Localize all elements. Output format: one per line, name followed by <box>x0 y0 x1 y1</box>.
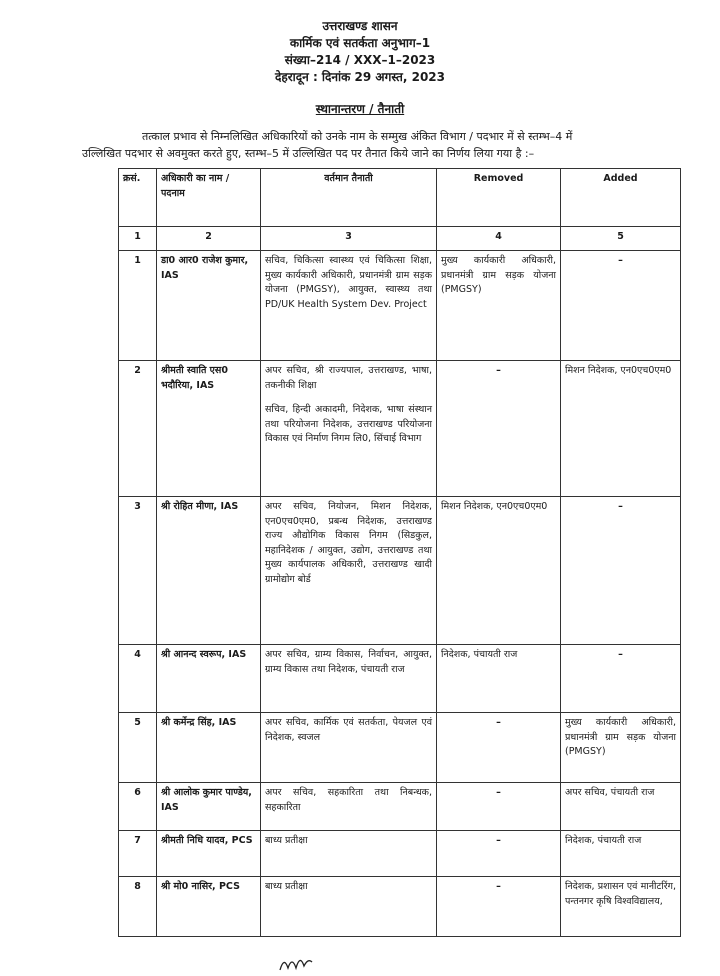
row-sno: 5 <box>119 713 157 783</box>
row-current-posting: अपर सचिव, ग्राम्य विकास, निर्वाचन, आयुक्त, ग्राम्य विकास तथा निदेशक, पंचायती राज <box>261 645 437 713</box>
table-row <box>119 251 681 361</box>
header-name: अधिकारी का नाम / पदनाम <box>157 169 261 227</box>
colnum-4: 4 <box>437 227 561 251</box>
government-name: उत्तराखण्ड शासन <box>322 19 398 33</box>
row-sno: 4 <box>119 645 157 713</box>
row-current-posting-part-2: सचिव, हिन्दी अकादमी, निदेशक, भाषा संस्थान तथा परियोजना निदेशक, उत्तराखण्ड परियोजना विकास एवं निर्माण निगम लि0, सिंचाई विभाग <box>265 404 432 444</box>
table-row <box>119 645 681 713</box>
row-sno: 7 <box>119 831 157 877</box>
subject-heading <box>0 100 720 117</box>
row-added: अपर सचिव, पंचायती राज <box>561 783 681 831</box>
header-removed: Removed <box>437 169 561 227</box>
row-removed: मुख्य कार्यकारी अधिकारी, प्रधानमंत्री ग्राम सड़क योजना (PMGSY) <box>437 251 561 361</box>
transfer-table <box>118 168 681 937</box>
row-removed: निदेशक, पंचायती राज <box>437 645 561 713</box>
row-current-posting-part-1: अपर सचिव, श्री राज्यपाल, उत्तराखण्ड, भाषा, तकनीकी शिक्षा <box>265 365 432 391</box>
table-row <box>119 877 681 937</box>
row-added: निदेशक, प्रशासन एवं मानीटरिंग, पन्तनगर कृषि विश्वविद्यालय, <box>561 877 681 937</box>
colnum-2: 2 <box>157 227 261 251</box>
row-removed: – <box>437 877 561 937</box>
intro-line-1: तत्काल प्रभाव से निम्नलिखित अधिकारियों को उनके नाम के सम्मुख अंकित विभाग / पदभार में से स्तम्भ–4 में <box>142 130 573 143</box>
place-date: देहरादून : दिनांक 29 अगस्त, 2023 <box>274 70 446 84</box>
colnum-3: 3 <box>261 227 437 251</box>
row-officer-name: डा0 आर0 राजेश कुमार, IAS <box>157 251 261 361</box>
subject-text: स्थानान्तरण / तैनाती <box>315 102 405 116</box>
table-row <box>119 497 681 645</box>
table-row <box>119 361 681 497</box>
column-number-row <box>119 227 681 251</box>
row-removed: – <box>437 713 561 783</box>
row-officer-name: श्री आनन्द स्वरूप, IAS <box>157 645 261 713</box>
header-current: वर्तमान तैनाती <box>261 169 437 227</box>
intro-paragraph <box>82 128 672 162</box>
colnum-5: 5 <box>561 227 681 251</box>
row-added: मुख्य कार्यकारी अधिकारी, प्रधानमंत्री ग्राम सड़क योजना (PMGSY) <box>561 713 681 783</box>
row-sno: 2 <box>119 361 157 497</box>
table-row <box>119 831 681 877</box>
row-removed: – <box>437 831 561 877</box>
row-added: मिशन निदेशक, एन0एच0एम0 <box>561 361 681 497</box>
header-added: Added <box>561 169 681 227</box>
row-current-posting: सचिव, चिकित्सा स्वास्थ्य एवं चिकित्सा शिक्षा, मुख्य कार्यकारी अधिकारी, प्रधानमंत्री ग्राम सड़क योजना (PMGSY), आयुक्त, स्वास्थ्य तथा PD/UK Health System Dev. Project <box>261 251 437 361</box>
signature-mark <box>278 950 328 974</box>
row-removed: – <box>437 783 561 831</box>
row-removed: – <box>437 361 561 497</box>
row-current-posting: अपर सचिव, सहकारिता तथा निबन्धक, सहकारिता <box>261 783 437 831</box>
reference-number: संख्या–214 / XXX–1–2023 <box>284 53 436 67</box>
row-current-posting: बाध्य प्रतीक्षा <box>261 877 437 937</box>
colnum-1: 1 <box>119 227 157 251</box>
row-current-posting: अपर सचिव, नियोजन, मिशन निदेशक, एन0एच0एम0, प्रबन्ध निदेशक, उत्तराखण्ड राज्य औद्योगिक विकास निगम (सिडकुल, महानिदेशक / आयुक्त, उद्योग, उत्तराखण्ड तथा मुख्य कार्यपालक अधिकारी, उत्तराखण्ड खादी ग्रामोद्योग बोर्ड <box>261 497 437 645</box>
row-sno: 1 <box>119 251 157 361</box>
row-current-posting <box>261 361 437 497</box>
row-added: – <box>561 497 681 645</box>
row-officer-name: श्री मो0 नासिर, PCS <box>157 877 261 937</box>
department-name: कार्मिक एवं सतर्कता अनुभाग–1 <box>289 36 431 50</box>
row-officer-name: श्री कर्मेन्द्र सिंह, IAS <box>157 713 261 783</box>
row-officer-name: श्री आलोक कुमार पाण्डेय, IAS <box>157 783 261 831</box>
row-removed: मिशन निदेशक, एन0एच0एम0 <box>437 497 561 645</box>
table-row <box>119 713 681 783</box>
table-row <box>119 783 681 831</box>
row-added: निदेशक, पंचायती राज <box>561 831 681 877</box>
row-officer-name: श्री रोहित मीणा, IAS <box>157 497 261 645</box>
row-current-posting: बाध्य प्रतीक्षा <box>261 831 437 877</box>
row-added: – <box>561 645 681 713</box>
table-header-row <box>119 169 681 227</box>
letterhead <box>0 18 720 86</box>
row-sno: 8 <box>119 877 157 937</box>
row-officer-name: श्रीमती स्वाति एस0 भदौरिया, IAS <box>157 361 261 497</box>
intro-line-2: उल्लिखित पदभार से अवमुक्त करते हुए, स्तम्भ–5 में उल्लिखित पद पर तैनात किये जाने का निर्णय लिया गया है :– <box>82 147 535 160</box>
row-sno: 3 <box>119 497 157 645</box>
row-current-posting: अपर सचिव, कार्मिक एवं सतर्कता, पेयजल एवं निदेशक, स्वजल <box>261 713 437 783</box>
row-officer-name: श्रीमती निधि यादव, PCS <box>157 831 261 877</box>
row-sno: 6 <box>119 783 157 831</box>
header-sno: क्रसं. <box>119 169 157 227</box>
row-added: – <box>561 251 681 361</box>
